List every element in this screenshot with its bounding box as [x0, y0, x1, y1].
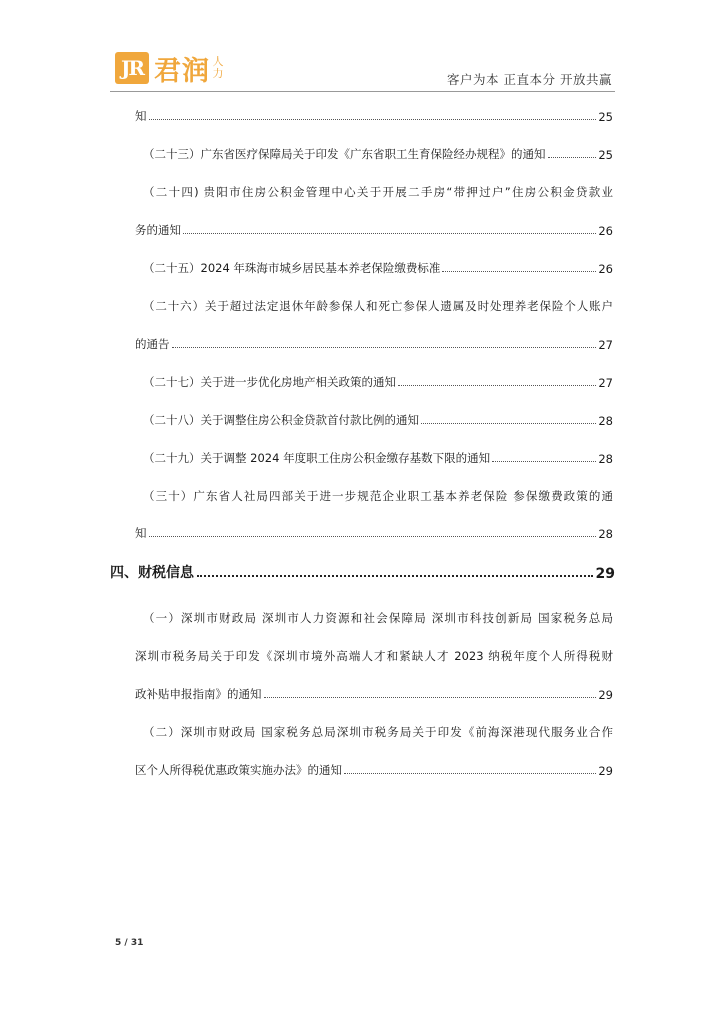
toc-entry-text: 政补贴申报指南》的通知 — [135, 687, 262, 701]
section-page-number: 29 — [595, 566, 615, 582]
toc-page-number: 28 — [598, 414, 613, 428]
section-title: 四、财税信息 — [110, 565, 194, 581]
header-divider — [110, 91, 615, 92]
toc-entry[interactable] — [135, 372, 613, 390]
toc-entry[interactable] — [135, 296, 613, 314]
toc-entry-text: （一）深圳市财政局 深圳市人力资源和社会保障局 深圳市科技创新局 国家税务总局 — [143, 611, 613, 625]
toc-page-number: 29 — [598, 764, 613, 778]
toc-entry-text: （二十七）关于进一步优化房地产相关政策的通知 — [143, 375, 396, 389]
toc-entry[interactable] — [135, 106, 613, 124]
company-logo — [115, 50, 224, 86]
toc-page-number: 27 — [598, 338, 613, 352]
toc-page-number: 26 — [598, 262, 613, 276]
toc-leader — [442, 270, 596, 272]
toc-entry[interactable] — [135, 220, 613, 238]
brand-name: 君润 — [154, 55, 210, 87]
toc-leader — [492, 460, 596, 462]
toc-leader — [183, 232, 596, 234]
toc-entry-text: （三十）广东省人社局四部关于进一步规范企业职工基本养老保险 参保缴费政策的通 — [143, 489, 613, 503]
toc-page-number: 26 — [598, 224, 613, 238]
toc-page-number: 27 — [598, 376, 613, 390]
toc-entry[interactable] — [135, 258, 613, 276]
toc-entry[interactable] — [135, 486, 613, 504]
toc-leader — [344, 772, 596, 774]
toc-entry[interactable] — [135, 608, 613, 626]
toc-entry-text: 务的通知 — [135, 223, 181, 237]
toc-leader — [548, 156, 597, 158]
toc-entry[interactable] — [135, 760, 613, 778]
toc-page-number: 25 — [598, 148, 613, 162]
toc-entry-text: 的通告 — [135, 337, 170, 351]
brand-sub: 人力 — [212, 55, 224, 80]
toc-entry-text: （二十三）广东省医疗保障局关于印发《广东省职工生育保险经办规程》的通知 — [143, 147, 546, 161]
toc-entry[interactable] — [135, 334, 613, 352]
toc-entry[interactable] — [135, 646, 613, 664]
toc-leader — [197, 575, 593, 577]
page-indicator: 5 / 31 — [115, 938, 144, 948]
toc-entry-text: （二十五）2024 年珠海市城乡居民基本养老保险缴费标准 — [143, 261, 441, 275]
toc-entry-text: （二十八）关于调整住房公积金贷款首付款比例的通知 — [143, 413, 419, 427]
toc-entry[interactable] — [135, 722, 613, 740]
toc-entry-text: （二）深圳市财政局 国家税务总局深圳市税务局关于印发《前海深港现代服务业合作 — [143, 725, 613, 739]
toc-entry[interactable] — [135, 144, 613, 162]
toc-section-heading[interactable] — [110, 560, 615, 582]
toc-entry[interactable] — [135, 448, 613, 466]
toc-entry[interactable] — [135, 684, 613, 702]
toc-leader — [172, 346, 597, 348]
toc-entry-text: 知 — [135, 526, 147, 540]
page-header — [0, 0, 724, 92]
toc-leader — [149, 535, 597, 537]
toc-page-number: 28 — [598, 452, 613, 466]
toc-entry-text: 知 — [135, 109, 147, 123]
toc-entry[interactable] — [135, 523, 613, 541]
toc-leader — [421, 422, 596, 424]
toc-entry[interactable] — [135, 182, 613, 200]
toc-leader — [149, 118, 597, 120]
toc-entry-text: 区个人所得税优惠政策实施办法》的通知 — [135, 763, 342, 777]
toc-entry-text: （二十六）关于超过法定退休年龄参保人和死亡参保人遗属及时处理养老保险个人账户 — [143, 299, 613, 313]
toc-leader — [398, 384, 596, 386]
toc-entry-text: 深圳市税务局关于印发《深圳市境外高端人才和紧缺人才 2023 纳税年度个人所得税财 — [135, 649, 613, 663]
slogan: 客户为本 正直本分 开放共赢 — [447, 72, 612, 87]
toc-page-number: 29 — [598, 688, 613, 702]
toc-leader — [264, 696, 597, 698]
toc-entry-text: （二十九）关于调整 2024 年度职工住房公积金缴存基数下限的通知 — [143, 451, 491, 465]
toc-page-number: 28 — [598, 527, 613, 541]
toc-page-number: 25 — [598, 110, 613, 124]
toc-entry-text: （二十四) 贵阳市住房公积金管理中心关于开展二手房“带押过户”住房公积金贷款业 — [143, 185, 613, 199]
logo-mark: JR — [115, 52, 149, 84]
toc-entry[interactable] — [135, 410, 613, 428]
